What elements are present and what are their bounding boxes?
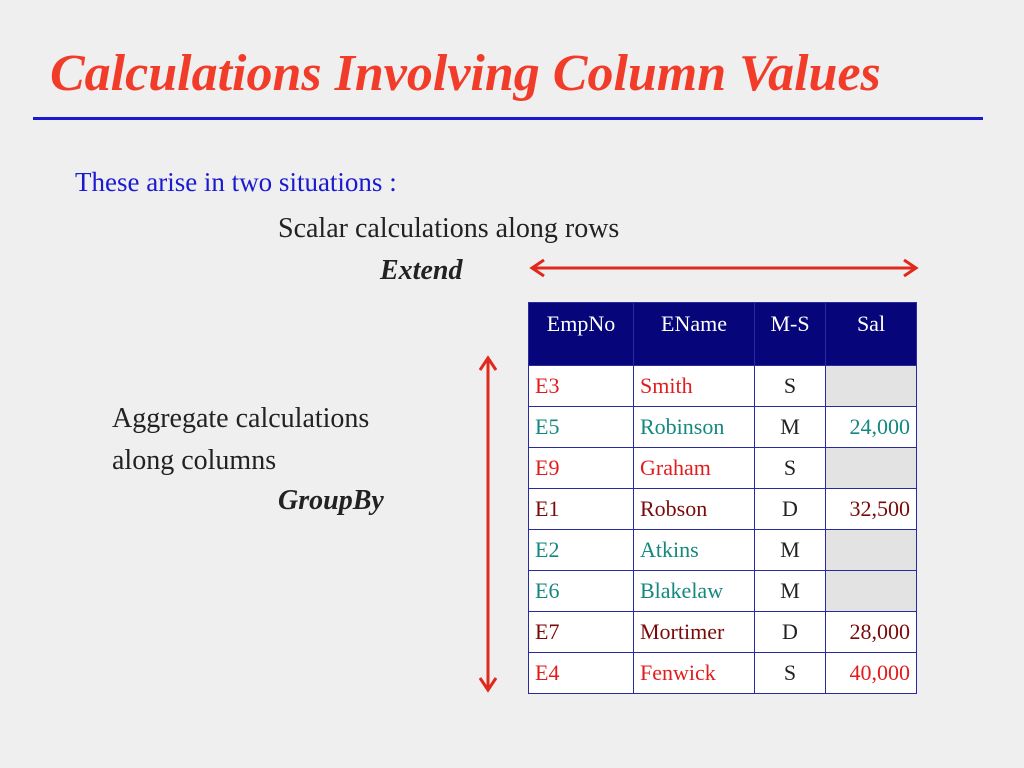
aggregate-label-line1: Aggregate calculations [112,403,370,434]
horizontal-double-arrow-icon [528,258,920,278]
table-row [529,448,917,489]
groupby-label: GroupBy [278,485,384,516]
cell-ename: Fenwick [634,653,755,694]
cell-empno: E9 [529,448,634,489]
cell-sal: 40,000 [826,653,917,694]
header-sal: Sal [826,303,917,366]
cell-sal: 24,000 [826,407,917,448]
cell-empno: E1 [529,489,634,530]
cell-ename: Atkins [634,530,755,571]
header-empno: EmpNo [529,303,634,366]
cell-ename: Robinson [634,407,755,448]
intro-text: These arise in two situations : [75,167,397,197]
cell-ms: S [755,653,826,694]
cell-sal: 32,500 [826,489,917,530]
slide-title: Calculations Involving Column Values [50,45,881,102]
cell-sal [826,448,917,489]
cell-empno: E4 [529,653,634,694]
table-row [529,530,917,571]
header-ms: M-S [755,303,826,366]
table-row [529,653,917,694]
scalar-label: Scalar calculations along rows [278,213,620,244]
cell-sal [826,366,917,407]
cell-sal: 28,000 [826,612,917,653]
cell-ms: D [755,489,826,530]
cell-ms: S [755,448,826,489]
table-row [529,571,917,612]
cell-ename: Robson [634,489,755,530]
table-header-row [529,303,917,366]
cell-ms: D [755,612,826,653]
employee-table [528,302,917,694]
cell-empno: E5 [529,407,634,448]
cell-ename: Blakelaw [634,571,755,612]
cell-ms: M [755,530,826,571]
cell-ename: Mortimer [634,612,755,653]
table-row [529,612,917,653]
cell-sal [826,530,917,571]
table-row [529,407,917,448]
cell-ename: Graham [634,448,755,489]
cell-ms: S [755,366,826,407]
cell-ms: M [755,571,826,612]
cell-sal [826,571,917,612]
table-row [529,489,917,530]
title-underline [33,117,983,120]
cell-empno: E3 [529,366,634,407]
cell-empno: E7 [529,612,634,653]
aggregate-label-line2: along columns [112,445,277,476]
cell-empno: E6 [529,571,634,612]
header-ename: EName [634,303,755,366]
cell-ename: Smith [634,366,755,407]
cell-empno: E2 [529,530,634,571]
table-row [529,366,917,407]
cell-ms: M [755,407,826,448]
extend-label: Extend [380,255,463,286]
vertical-double-arrow-icon [478,354,498,694]
